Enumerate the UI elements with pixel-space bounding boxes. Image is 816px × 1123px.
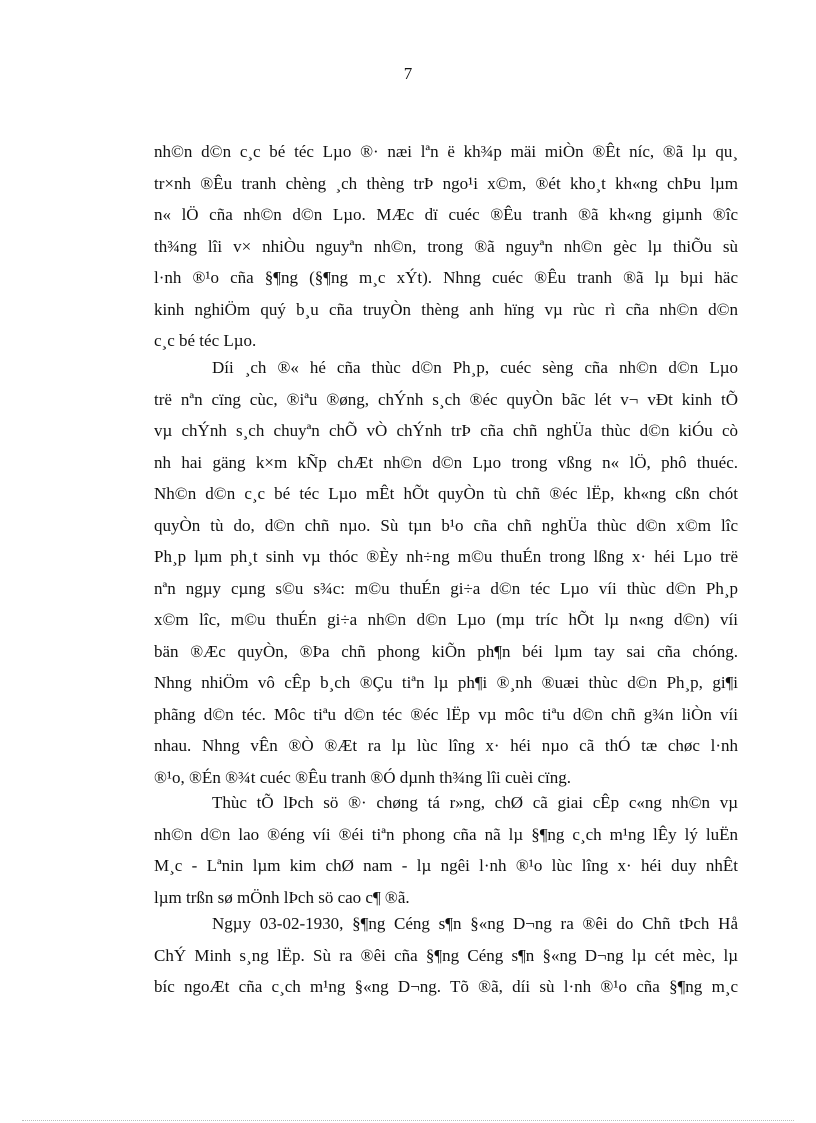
text-line: Thùc tÕ lÞch sö ®· chøng tá r»ng, chØ cã giai cÊp c«ng nh©n vµ — [212, 793, 738, 812]
text-line: vµ chÝnh s¸ch chuyªn chÕ vÒ chÝnh trÞ cña chñ nghÜa thùc d©n kiÓu cò — [154, 421, 738, 440]
text-line: Nhng nhiÖm vô cÊp b¸ch ®Çu tiªn lµ ph¶i ®¸nh ®uæi thùc d©n Ph¸p, gi¶i — [154, 673, 738, 692]
text-line: nh hai gäng k×m kÑp chÆt nh©n d©n Lµo trong vßng n« lÖ, phô thuéc. — [154, 452, 738, 472]
text-line: lµm trßn sø mÖnh lÞch sö cao c¶ ®ã. — [154, 887, 410, 907]
paragraph-4 — [154, 908, 738, 1003]
text-line: nªn ngµy cµng s©u s¾c: m©u thuÉn gi÷a d©n téc Lµo víi thùc d©n Ph¸p — [154, 578, 738, 598]
text-line: ®¹o, ®Én ®¾t cuéc ®Êu tranh ®Ó dµnh th¾ng lîi cuèi cïng. — [154, 767, 572, 787]
text-line: trë nªn cïng cùc, ®iªu ®øng, chÝnh s¸ch ®éc quyÒn bãc lét v¬ vÐt kinh tÕ — [154, 389, 738, 409]
text-line: phãng d©n téc. Môc tiªu d©n téc ®éc lËp vµ môc tiªu d©n chñ g¾n liÒn víi — [154, 704, 738, 724]
text-line: n« lÖ cña nh©n d©n Lµo. MÆc dï cuéc ®Êu tranh ®ã kh«ng giµnh ®îc — [154, 205, 738, 224]
text-line: bíc ngoÆt cña c¸ch m¹ng §«ng D¬ng. Tõ ®ã, díi sù l·nh ®¹o cña §¶ng m¸c — [154, 977, 738, 996]
text-line: Ph¸p lµm ph¸t sinh vµ thóc ®Èy nh÷ng m©u thuÉn trong lßng x· héi Lµo trë — [154, 547, 738, 566]
page-bottom-divider — [22, 1120, 794, 1121]
text-line: quyÒn tù do, d©n chñ nµo. Sù tµn b¹o cña chñ nghÜa thùc d©n x©m lîc — [154, 515, 738, 535]
text-line: tr×nh ®Êu tranh chèng ¸ch thèng trÞ ngo¹i x©m, ®ét kho¸t kh«ng chÞu lµm — [154, 173, 738, 193]
text-line: M¸c - Lªnin lµm kim chØ nam - lµ ngêi l·nh ®¹o lùc lîng x· héi duy nhÊt — [154, 856, 738, 875]
page-number: 7 — [403, 64, 413, 83]
text-line: ChÝ Minh s¸ng lËp. Sù ra ®êi cña §¶ng Céng s¶n §«ng D¬ng lµ cét mèc, lµ — [154, 945, 738, 965]
text-line: c¸c bé téc Lµo. — [154, 331, 257, 350]
text-line: nhau. Nhng vÊn ®Ò ®Æt ra lµ lùc lîng x· héi nµo cã thÓ tæ chøc l·nh — [154, 736, 738, 755]
paragraph-2 — [154, 352, 738, 793]
text-line: nh©n d©n c¸c bé téc Lµo ®· næi lªn ë kh¾p mäi miÒn ®Êt níc, ®ã lµ qu¸ — [154, 142, 738, 161]
text-line: th¾ng lîi v× nhiÒu nguyªn nh©n, trong ®ã nguyªn nh©n gèc lµ thiÕu sù — [154, 236, 738, 256]
text-line: l·nh ®¹o cña §¶ng (§¶ng m¸c xÝt). Nhng cuéc ®Êu tranh ®ã lµ bµi häc — [154, 268, 738, 287]
text-line: bän ®Æc quyÒn, ®Þa chñ phong kiÕn ph¶n béi lµm tay sai cña chóng. — [154, 641, 738, 661]
text-line: Díi ¸ch ®« hé cña thùc d©n Ph¸p, cuéc sèng cña nh©n d©n Lµo — [212, 358, 738, 377]
text-line: Nh©n d©n c¸c bé téc Lµo mÊt hÕt quyÒn tù chñ ®éc lËp, kh«ng cßn chót — [154, 484, 738, 503]
paragraph-3 — [154, 787, 738, 913]
text-line: kinh nghiÖm quý b¸u cña truyÒn thèng anh hïng vµ rùc rì cña nh©n d©n — [154, 299, 738, 319]
paragraph-1 — [154, 136, 738, 357]
text-line: nh©n d©n lao ®éng víi ®éi tiªn phong cña nã lµ §¶ng c¸ch m¹ng lÊy lý luËn — [154, 824, 738, 844]
text-line: Ngµy 03-02-1930, §¶ng Céng s¶n §«ng D¬ng ra ®êi do Chñ tÞch Hå — [212, 914, 738, 933]
text-line: x©m lîc, m©u thuÉn gi÷a nh©n d©n Lµo (mµ tríc hÕt lµ n«ng d©n) víi — [154, 610, 738, 629]
